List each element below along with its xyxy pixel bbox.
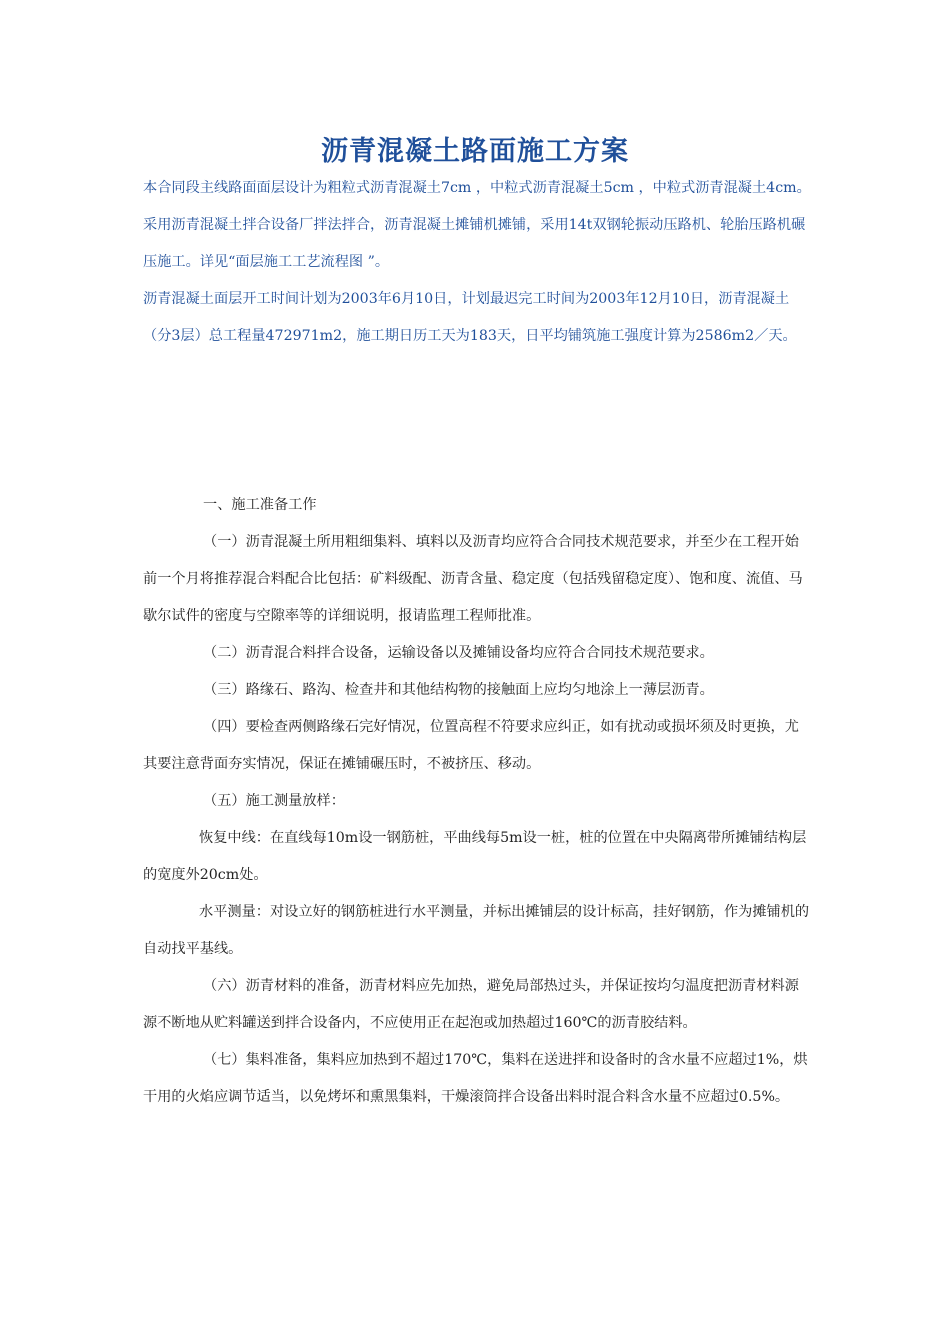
body-paragraph: （三）路缘石、路沟、检查井和其他结构物的接触面上应均匀地涂上一薄层沥青。 (203, 682, 714, 698)
intro-paragraph: 本合同段主线路面面层设计为粗粒式沥青混凝土7cm ，中粒式沥青混凝土5cm ，中粒式沥青混凝土4cm。 (143, 180, 811, 196)
body-paragraph: （五）施工测量放样： (203, 793, 345, 809)
body-paragraph: （四）要检查两侧路缘石完好情况，位置高程不符要求应纠正，如有扰动或损坏须及时更换，尤其要注意背面夯实情况，保证在摊铺碾压时，不被挤压、移动。 (143, 719, 799, 772)
intro-section (143, 170, 811, 355)
body-paragraph: 恢复中线：在直线每10m设一钢筋桩，平曲线每5m设一桩，桩的位置在中央隔离带所摊铺结构层的宽度外20cm处。 (143, 830, 807, 883)
body-section (143, 487, 811, 1116)
intro-paragraph: 采用沥青混凝土拌合设备厂拌法拌合，沥青混凝土摊铺机摊铺，采用14t双钢轮振动压路机、轮胎压路机碾压施工。详见“面层施工工艺流程图 ”。 (143, 217, 806, 270)
intro-paragraph: 沥青混凝土面层开工时间计划为2003年6月10日，计划最迟完工时间为2003年12月10日，沥青混凝土（分3层）总工程量472971m2，施工期日历工天为183天，日平均铺筑施工强度计算为2586m2／天。 (143, 291, 797, 344)
body-paragraph: 水平测量：对设立好的钢筋桩进行水平测量，并标出摊铺层的设计标高，挂好钢筋，作为摊铺机的自动找平基线。 (143, 904, 810, 957)
section-heading: 一、施工准备工作 (203, 497, 317, 513)
document-title: 沥青混凝土路面施工方案 (321, 136, 629, 167)
body-paragraph: （二）沥青混合料拌合设备，运输设备以及摊铺设备均应符合合同技术规范要求。 (203, 645, 714, 661)
body-paragraph: （一）沥青混凝土所用粗细集料、填料以及沥青均应符合合同技术规范要求，并至少在工程开始前一个月将推荐混合料配合比包括：矿料级配、沥青含量、稳定度（包括残留稳定度）、饱和度、流值、马歇尔试件的密度与空隙率等的详细说明，报请监理工程师批准。 (143, 534, 803, 624)
body-paragraph: （七）集料准备，集料应加热到不超过170℃，集料在送进拌和设备时的含水量不应超过1%，烘干用的火焰应调节适当，以免烤坏和熏黑集料，干燥滚筒拌合设备出料时混合料含水量不应超过0.5%。 (143, 1052, 808, 1105)
body-paragraph: （六）沥青材料的准备，沥青材料应先加热，避免局部热过头，并保证按均匀温度把沥青材料源源不断地从贮料罐送到拌合设备内，不应使用正在起泡或加热超过160℃的沥青胶结料。 (143, 978, 799, 1031)
